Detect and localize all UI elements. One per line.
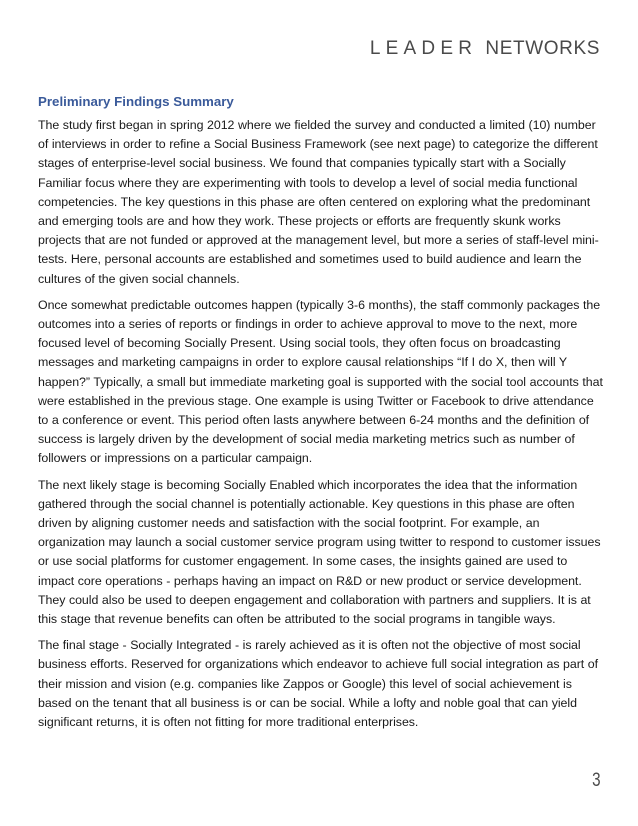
paragraph-socially-integrated: The final stage - Socially Integrated - is rarely achieved as it is often not the objective of most social business efforts. Reserved for organizations which endeavor to achieve full social integration as part of their mission and vision (e.g. companies like Zappos or Google) this level of social achievement is based on the tenant that all business is or can be social. While a lofty and noble goal that can yield significant returns, it is often not fitting for more traditional enterprises.	[38, 638, 599, 730]
page-number: 3	[592, 770, 601, 791]
paragraph-socially-familiar: The study first began in spring 2012 where we fielded the survey and conducted a limited (10) number of interviews in order to refine a Social Business Framework (see next page) to categorize the different stages of enterprise-level social business. We found that companies typically start with a Socially Familiar focus where they are experimenting with tools to develop a level of social media functional competencies. The key questions in this phase are often centered on exploring what the predominant and emerging tools are and how they work. These projects or efforts are frequently skunk works projects that are not funded or approved at the management level, but more a series of staff-level mini-tests. Here, personal accounts are established and sometimes used to build audience and learn the cultures of the given social channels.	[38, 118, 599, 286]
logo-networks-text: NETWORKS	[485, 38, 600, 59]
document-body	[38, 92, 604, 739]
paragraph-socially-enabled: The next likely stage is becoming Socially Enabled which incorporates the idea that the information gathered through the social channel is potentially actionable. Key questions in this phase are often driven by aligning customer needs and satisfaction with the social footprint. For example, an organization may launch a social customer service program using twitter to respond to customer issues or use social platforms for customer engagement. In some cases, the insights gained are used to impact core operations - perhaps having an impact on R&D or new product or service development. They could also be used to deepen engagement and collaboration with partners and suppliers. It is at this stage that revenue benefits can often be attributed to the social programs in tangible ways.	[38, 477, 601, 627]
paragraph-socially-present: Once somewhat predictable outcomes happen (typically 3-6 months), the staff commonly packages the outcomes into a series of reports or findings in order to achieve approval to move to the next, more focused level of becoming Socially Present. Using social tools, they often focus on broadcasting messages and marketing campaigns in order to explore causal relationships “If I do X, then will Y happen?” Typically, a small but immediate marketing goal is supported with the social tool accounts that were established in the previous stage. One example is using Twitter or Facebook to drive attendance to a conference or event. This period often lasts anywhere between 6-24 months and the definition of success is largely driven by the development of social media marketing metrics such as number of followers or impressions on a particular campaign.	[38, 297, 603, 466]
section-heading: Preliminary Findings Summary	[38, 94, 234, 109]
leader-networks-logo	[370, 38, 600, 60]
logo-leader-text: LEADER	[369, 38, 478, 59]
